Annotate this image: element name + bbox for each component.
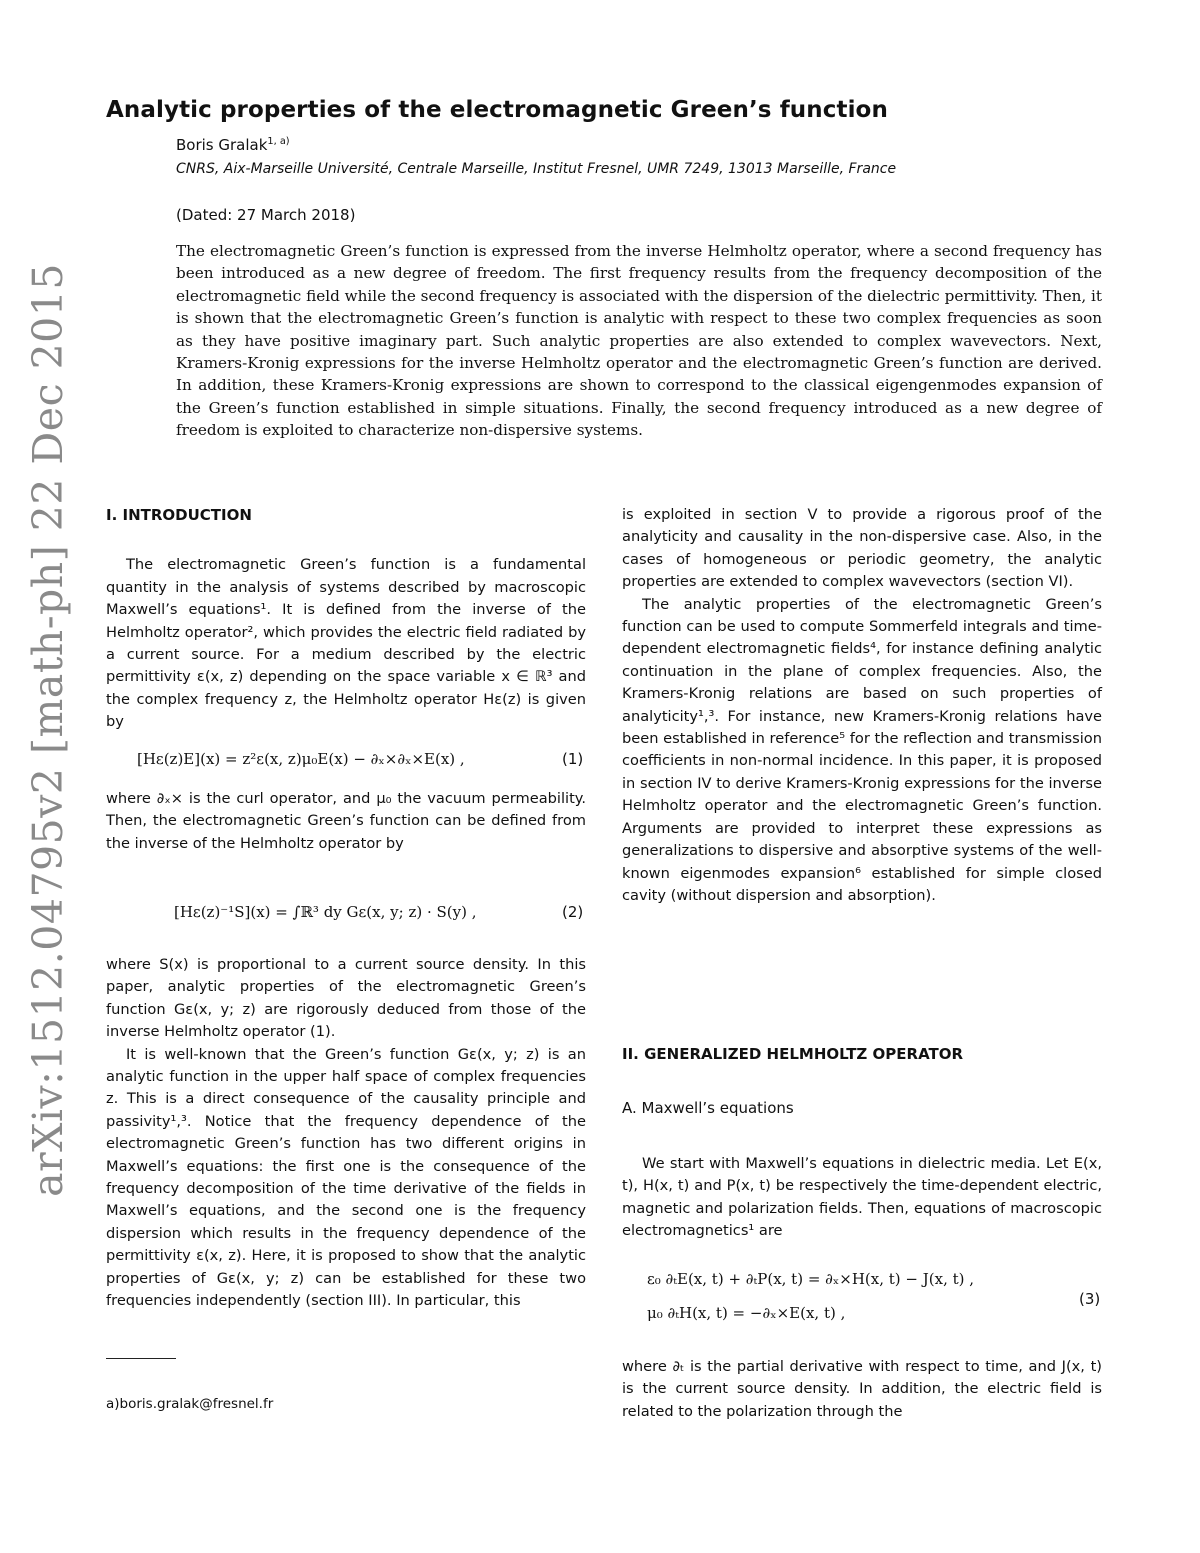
intro-paragraph-4: It is well-known that the Green’s function Gε(x, y; z) is an analytic function in the upper half space of complex frequencies z. This is a direct consequence of the causality principle and passivity¹,³. Notice that the frequency dependence of the electromagnetic Green’s function has two different origins in Maxwell’s equations: the first one is the consequence of the frequency decomposition of the time derivative of the fields in Maxwell’s equations, and the second one is the frequency dispersion which results in the frequency dependence of the permittivity ε(x, z). Here, it is proposed to show that the analytic properties of Gε(x, y; z) can be established for these two frequencies independently (section III). In particular, this <box>106 1045 586 1310</box>
equation-3b: μ₀ ∂ₜH(x, t) = −∂ₓ×E(x, t) , <box>647 1304 846 1322</box>
right-paragraph-1: is exploited in section V to provide a rigorous proof of the analyticity and causality in the non-dispersive case. Also, in the cases of homogeneous or periodic geometry, the analytic properties are extended to complex wavevectors (section VI). <box>622 506 1102 591</box>
section-heading-introduction: I. INTRODUCTION <box>106 506 252 524</box>
section-heading-generalized <box>622 1045 963 1063</box>
left-column-bottom <box>106 954 586 1313</box>
section-2-heading: II. GENERALIZED HELMHOLTZ OPERATOR <box>622 1045 964 1063</box>
right-column-bottom <box>622 1356 1102 1423</box>
right-column-middle <box>622 1153 1102 1243</box>
equation-2: [Hε(z)⁻¹S](x) = ∫ℝ³ dy Gε(x, y; z) · S(y) , <box>174 903 477 921</box>
author-mark: 1, a) <box>267 136 290 147</box>
arxiv-sidebar-stamp <box>18 263 78 1197</box>
right-paragraph-3: We start with Maxwell’s equations in dielectric media. Let E(x, t), H(x, t) and P(x, t) be respectively the time-dependent electric, magnetic and polarization fields. Then, equations of macroscopic electromagnetics¹ are <box>622 1155 1102 1240</box>
subsection-a-heading: A. Maxwell’s equations <box>622 1099 794 1117</box>
subsection-heading <box>622 1099 794 1117</box>
right-paragraph-4: where ∂ₜ is the partial derivative with respect to time, and J(x, t) is the current source density. In addition, the electric field is related to the polarization through the <box>622 1358 1102 1420</box>
intro-paragraph-1: The electromagnetic Green’s function is a fundamental quantity in the analysis of systems described by macroscopic Maxwell’s equations¹. It is defined from the inverse of the Helmholtz operator², which provides the electric field radiated by a current source. For a medium described by the electric permittivity ε(x, z) depending on the space variable x ∈ ℝ³ and the complex frequency z, the Helmholtz operator Hε(z) is given by <box>106 556 586 731</box>
left-column-middle <box>106 788 586 855</box>
author-name: Boris Gralak <box>176 136 268 154</box>
affiliation: CNRS, Aix-Marseille Université, Centrale Marseille, Institut Fresnel, UMR 7249, 13013 Marseille, France <box>176 161 897 177</box>
right-paragraph-2: The analytic properties of the electromagnetic Green’s function can be used to compute Sommerfeld integrals and time-dependent electromagnetic fields⁴, for instance defining analytic continuation in the plane of complex frequencies. Also, the Kramers-Kronig relations are based on such properties of analyticity¹,³. For instance, new Kramers-Kronig relations have been established in reference⁵ for the reflection and transmission coefficients in non-normal incidence. In this paper, it is proposed in section IV to derive Kramers-Kronig expressions for the inverse Helmholtz operator and the electromagnetic Green’s function. Arguments are provided to interpret these expressions as generalizations to dispersive and absorptive systems of the well-known eigenmodes expansion⁶ established for simple closed cavity (without dispersion and absorption). <box>622 595 1102 904</box>
author-line <box>176 136 290 154</box>
footnote-email: a)boris.gralak@fresnel.fr <box>106 1396 274 1412</box>
paper-title: Analytic properties of the electromagnetic Green’s function <box>106 97 888 123</box>
equation-3-number: (3) <box>1079 1290 1101 1308</box>
abstract: The electromagnetic Green’s function is expressed from the inverse Helmholtz operator, where a second frequency has been introduced as a new degree of freedom. The first frequency results from the frequency decomposition of the electromagnetic field while the second frequency is associated with the dispersion of the dielectric permittivity. Then, it is shown that the electromagnetic Green’s function is analytic with respect to these two complex frequencies as soon as they have positive imaginary part. Such analytic properties are also extended to complex wavevectors. Next, Kramers-Kronig expressions for the inverse Helmholtz operator and the electromagnetic Green’s function are derived. In addition, these Kramers-Kronig expressions are shown to correspond to the classical eigengenmodes expansion of the Green’s function established in simple situations. Finally, the second frequency introduced as a new degree of freedom is exploited to characterize non-dispersive systems. <box>176 242 1102 440</box>
dated: (Dated: 27 March 2018) <box>176 206 356 224</box>
equation-3a: ε₀ ∂ₜE(x, t) + ∂ₜP(x, t) = ∂ₓ×H(x, t) − J(x, t) , <box>647 1270 975 1288</box>
equation-1: [Hε(z)E](x) = z²ε(x, z)μ₀E(x) − ∂ₓ×∂ₓ×E(x) , <box>137 750 465 768</box>
intro-paragraph-3: where S(x) is proportional to a current source density. In this paper, analytic properties of the electromagnetic Green’s function Gε(x, y; z) are rigorously deduced from those of the inverse Helmholtz operator (1). <box>106 956 586 1041</box>
arxiv-id: arXiv:1512.04795v2 [math-ph] 22 Dec 2015 <box>24 263 72 1197</box>
left-column-top <box>106 504 586 734</box>
footnote-rule <box>106 1358 176 1359</box>
intro-paragraph-2: where ∂ₓ× is the curl operator, and μ₀ the vacuum permeability. Then, the electromagnetic Green’s function can be defined from the inverse of the Helmholtz operator by <box>106 790 586 852</box>
right-column-top <box>622 504 1102 907</box>
equation-1-number: (1) <box>562 750 584 768</box>
equation-2-number: (2) <box>562 903 584 921</box>
